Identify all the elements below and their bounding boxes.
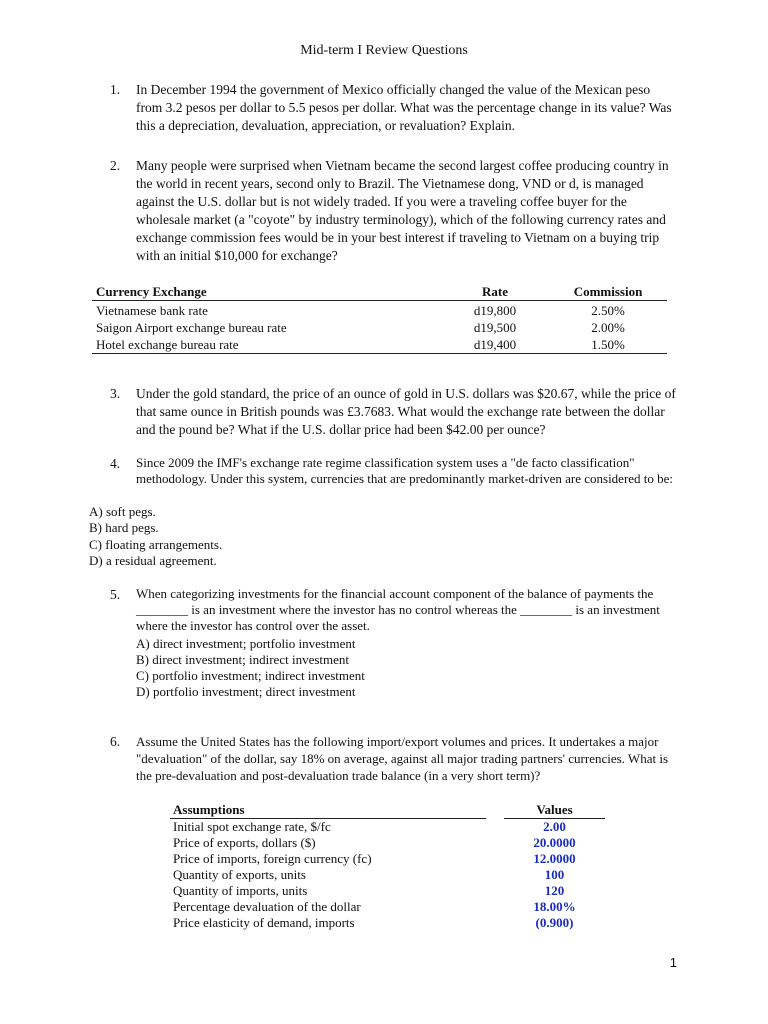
table-row — [170, 819, 605, 836]
assumption-value: 20.0000 — [533, 835, 576, 850]
question-1-number: 1. — [110, 82, 121, 97]
fx-header-rate: Rate — [441, 283, 549, 301]
fx-cell-name: Vietnamese bank rate — [96, 302, 208, 318]
question-5-number: 5. — [110, 587, 121, 602]
table-row — [92, 319, 667, 336]
assumption-label: Quantity of imports, units — [173, 883, 308, 898]
fx-cell-commission: 2.50% — [591, 302, 625, 318]
fx-header-currency: Currency Exchange — [92, 283, 441, 301]
question-3-text: Under the gold standard, the price of an ounce of gold in U.S. dollars was $20.67, while the price of that same ounce in British pounds was £3.7683. What would the exchange rate between the dollar and the pound be? What if the U.S. dollar price had been $42.00 per ounce? — [136, 386, 676, 437]
assumptions-header-gap — [486, 802, 504, 819]
fx-cell-rate: d19,800 — [473, 302, 517, 318]
values-header: Values — [504, 802, 605, 819]
question-3-number: 3. — [110, 386, 121, 401]
question-4-text: Since 2009 the IMF's exchange rate regime classification system uses a "de facto classification" methodology. Under this system, currencies that are predominantly market-driven are considered to be: — [136, 455, 674, 486]
fx-header-commission: Commission — [549, 283, 667, 301]
assumptions-header: Assumptions — [170, 802, 486, 819]
question-2-text: Many people were surprised when Vietnam became the second largest coffee producing country in the world in recent years, second only to Brazil. The Vietnamese dong, VND or d, is managed against the U.S. dollar but is not widely traded. If you were a traveling coffee buyer for the wholesale market (a "coyote" by industry terminology), which of the following currency rates and exchange commission fees would be in your best interest if traveling to Vietnam on a buying trip with an initial $10,000 for exchange? — [136, 158, 669, 263]
assumptions-table — [170, 802, 605, 931]
question-4-number: 4. — [110, 456, 121, 471]
assumption-label: Initial spot exchange rate, $/fc — [173, 819, 331, 834]
question-5-option-d: D) portfolio investment; direct investment — [136, 684, 356, 699]
question-4-option-d: D) a residual agreement. — [89, 553, 217, 568]
fx-cell-name: Saigon Airport exchange bureau rate — [96, 319, 287, 335]
question-6-text: Assume the United States has the following import/export volumes and prices. It undertakes a major "devaluation" of the dollar, say 18% on average, against all major trading partners' currencies. What is the pre-devaluation and post-devaluation trade balance (in a very short term)? — [136, 734, 669, 783]
question-5-option-c: C) portfolio investment; indirect investment — [136, 668, 365, 683]
table-row — [170, 915, 605, 931]
question-6-number: 6. — [110, 734, 121, 749]
currency-exchange-table — [92, 283, 667, 354]
question-5-text: When categorizing investments for the financial account component of the balance of payments the ________ is an investment where the investor has no control whereas the ________ is an investment where the investor has control over the asset. — [136, 586, 660, 633]
question-1-text: In December 1994 the government of Mexico officially changed the value of the Mexican peso from 3.2 pesos per dollar to 5.5 pesos per dollar. What was the percentage change in its value? Was this a depreciation, devaluation, appreciation, or revaluation? Explain. — [136, 82, 672, 133]
fx-cell-name: Hotel exchange bureau rate — [92, 336, 441, 354]
assumption-value: 100 — [544, 867, 565, 882]
assumption-label: Price elasticity of demand, imports — [173, 915, 355, 930]
table-row — [92, 301, 667, 320]
fx-cell-rate: d19,500 — [473, 319, 517, 335]
table-row — [170, 883, 605, 899]
assumption-value: 12.0000 — [533, 851, 576, 866]
fx-cell-commission: 1.50% — [549, 336, 667, 354]
table-row — [92, 336, 667, 354]
table-row — [170, 899, 605, 915]
assumption-label: Price of exports, dollars ($) — [173, 835, 316, 850]
assumption-value: (0.900) — [535, 915, 574, 930]
page-title: Mid-term I Review Questions — [300, 43, 468, 58]
question-4-option-b: B) hard pegs. — [89, 520, 159, 535]
assumption-label: Percentage devaluation of the dollar — [173, 899, 361, 914]
question-4-option-a: A) soft pegs. — [89, 504, 156, 519]
assumption-value: 18.00% — [533, 899, 576, 914]
fx-cell-commission: 2.00% — [591, 319, 625, 335]
fx-cell-rate: d19,400 — [441, 336, 549, 354]
question-5-option-b: B) direct investment; indirect investment — [136, 652, 350, 667]
assumption-value: 2.00 — [543, 819, 566, 834]
question-4-option-c: C) floating arrangements. — [89, 537, 223, 552]
assumption-value: 120 — [544, 883, 565, 898]
assumption-label: Price of imports, foreign currency (fc) — [173, 851, 372, 866]
assumption-label: Quantity of exports, units — [173, 867, 306, 882]
table-row — [170, 851, 605, 867]
question-5-option-a: A) direct investment; portfolio investment — [136, 636, 356, 651]
question-2-number: 2. — [110, 158, 121, 173]
table-row — [170, 835, 605, 851]
table-row — [170, 867, 605, 883]
page-number: 1 — [669, 955, 677, 970]
